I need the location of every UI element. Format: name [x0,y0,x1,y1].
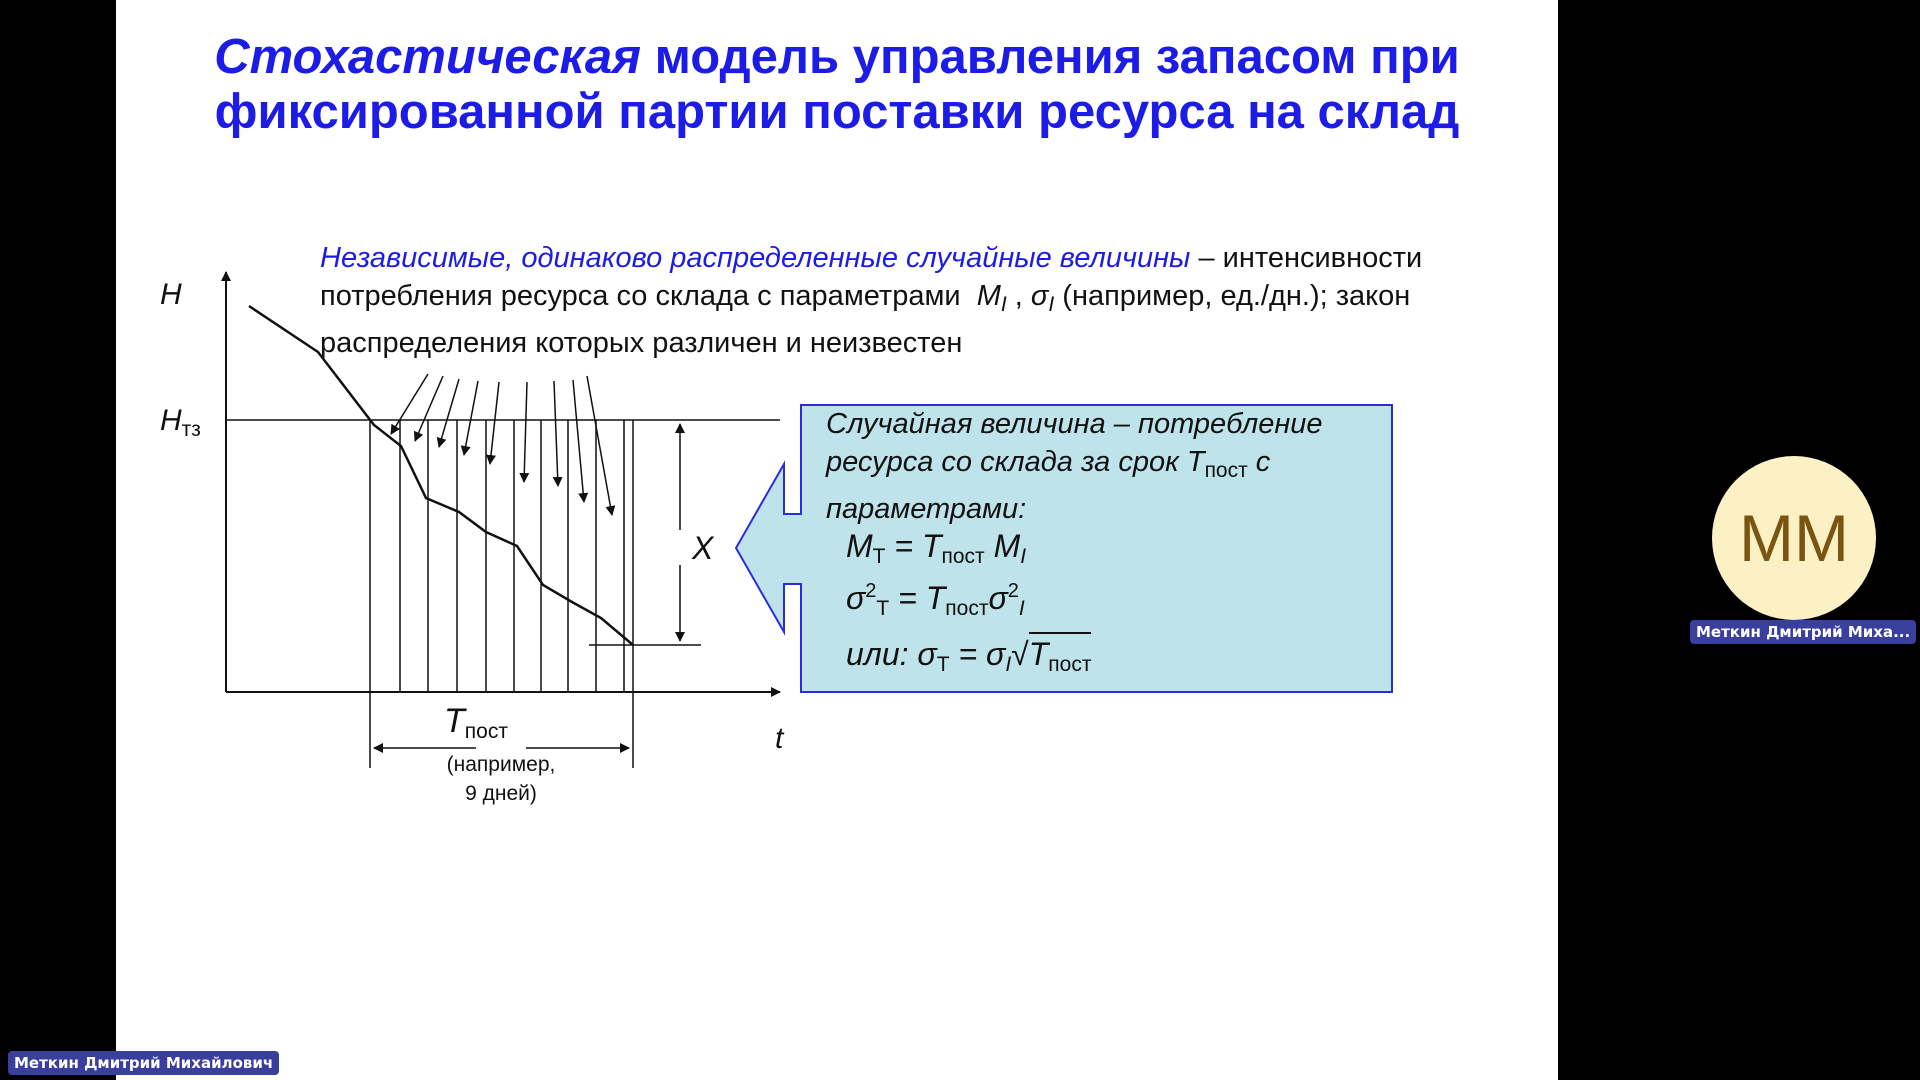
period-note-line2: 9 дней) [465,782,537,805]
x-axis-label: t [775,722,784,755]
param-sep: , [1006,280,1031,312]
param-m: M [976,280,1001,312]
inventory-diagram [116,0,1558,1080]
slide-description [320,239,1470,362]
param-sigma: σ [1030,280,1049,312]
period-note-line1: (например, [446,753,556,776]
sqrt-radicand: $T_{пост}$ [1029,632,1092,672]
title-rest: модель управления запасом при фиксированной партии поставки ресурса на склад [214,30,1460,139]
period-t: T [444,702,465,740]
formula-mean: $M_T = T_{пост}$ $M_I$ [846,528,1027,568]
title-emphasis: Стохастическая [214,30,642,84]
description-emphasis: Независимые, одинаково распределенные случайные величины [320,242,1191,274]
self-nametag: Меткин Дмитрий Михайлович [8,1051,279,1075]
description-tail: (например, ед./дн.); закон распределения которых различен и неизвестен [320,280,1411,359]
presentation-slide [116,0,1558,1080]
participant-avatar[interactable]: MM [1712,456,1876,620]
reorder-level-h: H [160,404,182,437]
reorder-level-label [160,404,201,442]
callout-text-a: Случайная величина – потребление ресурса со склада за срок T [826,408,1323,478]
x-span-label: X [692,530,714,566]
period-label [444,702,508,744]
callout-text-b: с параметрами: [826,446,1271,525]
speaker-nametag: Меткин Дмитрий Миха... [1690,620,1916,644]
period-note [426,750,576,808]
period-sub: пост [464,720,508,743]
reorder-level-sub: тз [181,418,201,441]
y-axis-label: H [160,278,182,311]
callout-text-sub: пост [1204,459,1248,482]
description-text: – интенсивности потребления ресурса со склада с параметрами [320,242,1423,312]
sqrt-sign: √ [1011,636,1029,672]
param-m-sub: I [1000,293,1007,316]
callout-text [826,405,1426,528]
formula-variance: $\sigma^2_T = T_{пост}\sigma^2_I$ [846,580,1025,620]
param-sigma-sub: I [1048,293,1055,316]
formula-stddev: или: $\sigma_T = \sigma_I√T_{пост}$ [846,636,1091,677]
